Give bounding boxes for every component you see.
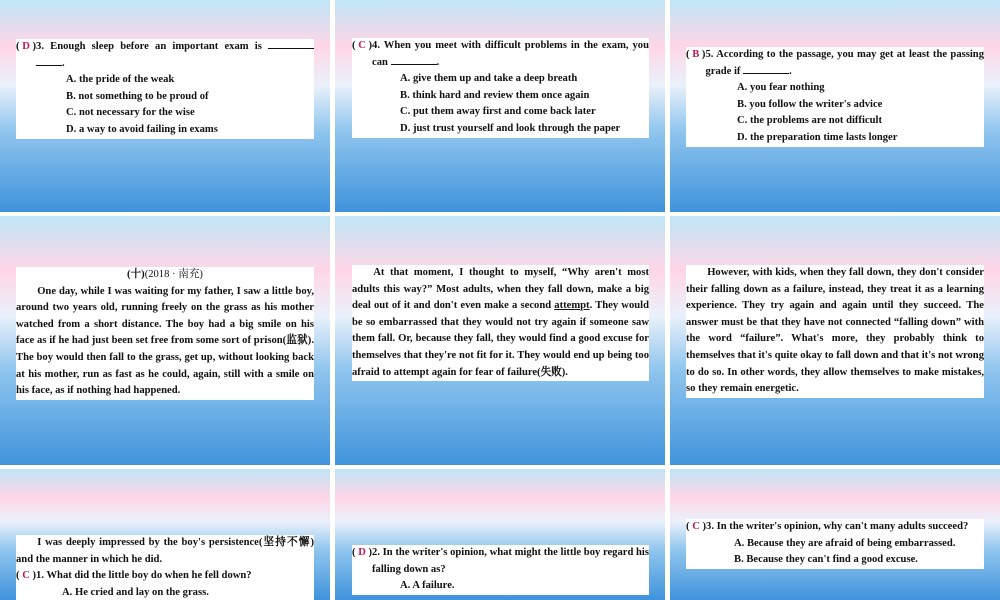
passage-box — [16, 267, 314, 400]
answer-letter: C — [358, 40, 366, 51]
answer-letter: C — [692, 521, 700, 532]
passage-box — [352, 265, 649, 381]
question-text: 1. What did the little boy do when he fell down? — [36, 570, 252, 582]
slide-passage-kids — [670, 216, 1000, 465]
passage-box — [16, 535, 314, 600]
options-list — [352, 578, 649, 595]
answer-bracket: ( B ) — [686, 49, 706, 60]
answer-letter: C — [22, 570, 30, 582]
answer-blank — [391, 55, 437, 65]
question-3-box — [16, 39, 314, 139]
options-list — [16, 585, 314, 600]
answer-bracket: ( C ) — [16, 570, 37, 582]
slide-question-3 — [0, 0, 330, 212]
slide-question-2 — [335, 469, 665, 600]
option-d: D. the preparation time lasts longer — [737, 131, 898, 143]
answer-letter: D — [22, 41, 30, 52]
options-list — [686, 536, 984, 569]
passage-paragraph: However, with kids, when they fall down, they don't consider their falling down as a failure, instead, they treat it as a learning experience. They try again and again until they succeed. The answer must be that they have not connected “falling down” with the word “failure”. What's more, they probably think to themselves that it's quite okay to fall down and that it's not wrong to do so. In other words, they allow themselves to make mistakes, so they remain energetic. — [686, 267, 984, 395]
question-text: 4. When you meet with difficult problems in the exam, you can . — [372, 40, 649, 68]
options-list — [16, 72, 314, 138]
answer-bracket: ( C ) — [686, 521, 707, 532]
answer-blank — [743, 64, 789, 74]
answer-bracket: ( D ) — [352, 547, 373, 558]
option-d: D. just trust yourself and look through the paper — [400, 122, 621, 134]
option-d: D. a way to avoid failing in exams — [66, 123, 218, 135]
slide-passage-intro — [0, 216, 330, 465]
passage-paragraph: At that moment, I thought to myself, “Why aren't most adults this way?” Most adults, when they fall down, make a big deal out of it and don't even make a second attempt. They would be so embarrassed that they would not try again if someone saw them fall. Or, because they fall, they would find a good excuse for themselves that they're not fit for it. They would end up being too afraid to attempt again for fear of failure(失败). — [352, 267, 649, 378]
answer-blank — [268, 39, 314, 49]
option-b: B. you follow the writer's advice — [737, 98, 883, 110]
question-text: 3. In the writer's opinion, why can't many adults succeed? — [706, 521, 969, 532]
question-2-box — [352, 545, 649, 595]
slide-question-5 — [670, 0, 1000, 212]
option-a: A. give them up and take a deep breath — [400, 73, 578, 85]
answer-letter: B — [692, 49, 700, 60]
question-4-box — [352, 38, 649, 138]
question-text: 3. Enough sleep before an important exam is . — [36, 39, 314, 72]
option-c: C. not necessary for the wise — [66, 107, 195, 119]
passage-paragraph: One day, while I was waiting for my father, I saw a little boy, around two years old, running freely on the grass as his mother watched from a short distance. The boy had a big smile on his face as if he had just been set free from some sort of prison(监狱). The boy would then fall to the grass, get up, without looking back at his mother, run as fast as he could, again, still with a smile on his face, as if nothing had happened. — [16, 285, 314, 397]
underlined-word: attempt — [554, 300, 590, 312]
option-b: B. Because they can't find a good excuse. — [734, 554, 918, 566]
slide-question-4 — [335, 0, 665, 212]
option-c: C. put them away first and come back later — [400, 106, 596, 118]
answer-letter: D — [358, 547, 366, 558]
options-list — [352, 71, 649, 137]
passage-box — [686, 265, 984, 398]
slide-passage-adults — [335, 216, 665, 465]
passage-paragraph: I was deeply impressed by the boy's persistence(坚持不懈) and the manner in which he did. — [16, 537, 314, 565]
option-c: C. the problems are not difficult — [737, 115, 882, 127]
slide-question-3-opinion — [670, 469, 1000, 600]
option-b: B. not something to be proud of — [66, 90, 209, 102]
passage-heading: (十)(2018 · 南充) — [127, 269, 203, 280]
passage-source: (2018 · 南充) — [144, 269, 203, 280]
option-b: B. think hard and review them once again — [400, 89, 590, 101]
option-a: A. He cried and lay on the grass. — [62, 586, 209, 598]
answer-bracket: ( C ) — [352, 40, 373, 51]
question-3-box — [686, 519, 984, 569]
slide-passage-end-question-1 — [0, 469, 330, 600]
question-5-box — [686, 47, 984, 147]
option-a: A. the pride of the weak — [66, 74, 175, 86]
option-a: A. A failure. — [400, 580, 455, 592]
option-a: A. Because they are afraid of being embarrassed. — [734, 537, 956, 549]
option-a: A. you fear nothing — [737, 82, 825, 94]
question-text: 2. In the writer's opinion, what might the little boy regard his falling down as? — [372, 547, 649, 575]
options-list — [686, 80, 984, 146]
question-text: 5. According to the passage, you may get at least the passing grade if . — [705, 49, 984, 77]
answer-bracket: ( D ) — [16, 41, 37, 52]
